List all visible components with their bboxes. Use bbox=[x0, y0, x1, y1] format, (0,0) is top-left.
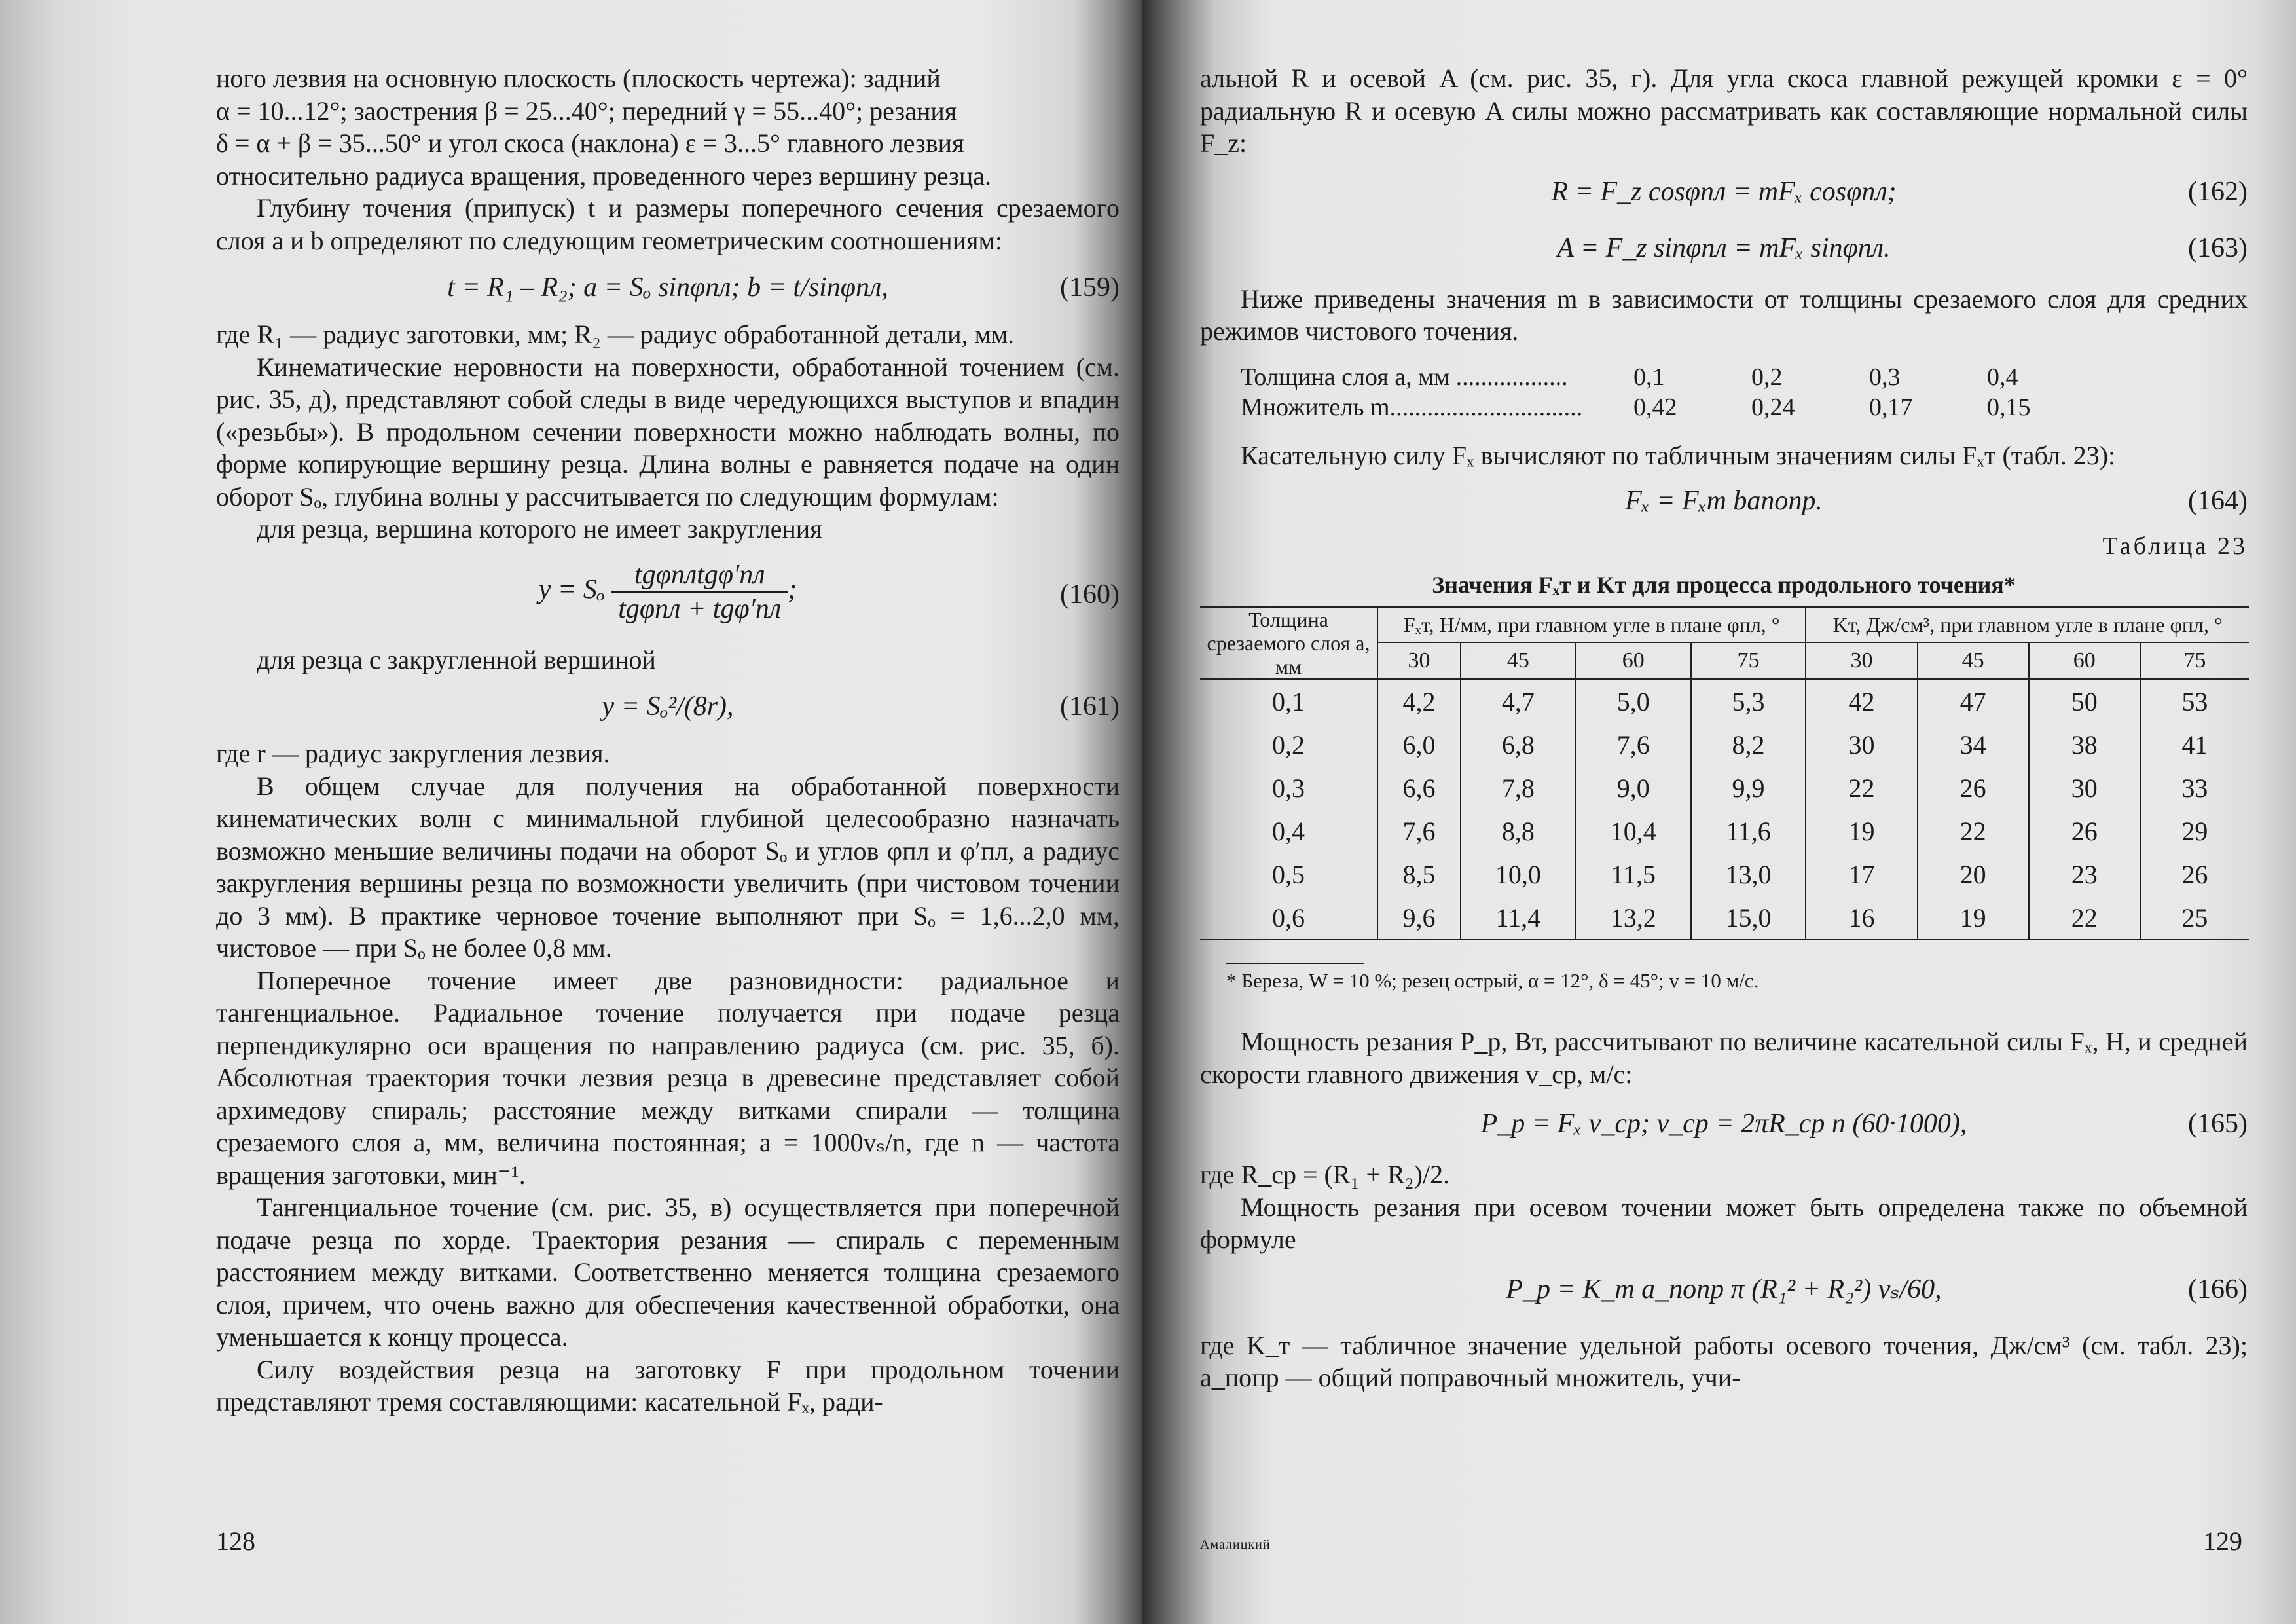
publisher-mark: Амалицкий bbox=[1200, 1538, 1271, 1552]
multiplier-label: Множитель m............................... bbox=[1241, 393, 1583, 421]
fxt-cell: 13,0 bbox=[1691, 853, 1806, 896]
fxt-cell: 11,4 bbox=[1461, 896, 1576, 940]
left-text-column bbox=[216, 62, 1120, 1418]
paragraph: Поперечное точение имеет две разновидности: радиальное и тангенциальное. Радиальное точение получается при подаче резца перпендикулярно оси вращения по направлению радиуса (см. рис. 35, б). Абсолютная траектория точки лезвия резца в древесине представляет собой архимедову спираль; расстояние между витками спирали — толщина срезаемого слоя a, мм, величина постоянная; a = 1000vₛ/n, где n — частота вращения заготовки, мин⁻¹. bbox=[216, 965, 1120, 1190]
paragraph: для резца, вершина которого не имеет закругления bbox=[257, 514, 822, 544]
formula-165 bbox=[1200, 1107, 2248, 1144]
multiplier-value: 0,15 bbox=[1987, 393, 2031, 421]
paragraph: Касательную силу Fₓ вычисляют по табличным значениям силы Fₓт (табл. 23): bbox=[1241, 440, 2116, 470]
thickness-row bbox=[1241, 362, 2248, 392]
angle-header: 30 bbox=[1806, 642, 1917, 679]
formula-number: (160) bbox=[1060, 579, 1120, 610]
formula-number: (162) bbox=[2188, 176, 2248, 207]
kt-cell: 22 bbox=[1806, 766, 1917, 809]
footnote-divider bbox=[1226, 963, 1364, 964]
paragraph: Мощность резания при осевом точении может быть определена также по объемной формуле bbox=[1200, 1192, 2248, 1254]
fxt-cell: 6,0 bbox=[1377, 723, 1461, 766]
fxt-cell: 8,2 bbox=[1691, 723, 1806, 766]
fxt-cell: 6,6 bbox=[1377, 766, 1461, 809]
formula-number: (166) bbox=[2188, 1274, 2248, 1304]
multiplier-value: 0,24 bbox=[1751, 393, 1795, 421]
paragraph: Мощность резания P_p, Вт, рассчитывают по величине касательной силы Fₓ, Н, и средней скорости главного движения v_ср, м/с: bbox=[1200, 1027, 2248, 1089]
table-tag: Таблица 23 bbox=[2102, 532, 2248, 560]
kt-cell: 42 bbox=[1806, 679, 1917, 723]
table-footnote: * Береза, W = 10 %; резец острый, α = 12°, δ = 45°; v = 10 м/с. bbox=[1226, 969, 1759, 992]
kt-cell: 19 bbox=[1806, 809, 1917, 853]
fxt-cell: 10,0 bbox=[1461, 853, 1576, 896]
page-number-right: 129 bbox=[2203, 1526, 2242, 1556]
paragraph: α = 10...12°; заострения β = 25...40°; передний γ = 55...40°; резания bbox=[216, 96, 957, 126]
formula-expression: A = F_z sinφпл = mFₓ sinφпл. bbox=[1557, 232, 1891, 263]
thickness-cell: 0,4 bbox=[1200, 809, 1377, 853]
formula-159 bbox=[216, 271, 1120, 304]
kt-cell: 26 bbox=[2029, 809, 2140, 853]
fraction-denominator: tgφпл + tgφ′пл bbox=[618, 593, 782, 624]
kt-cell: 17 bbox=[1806, 853, 1917, 896]
fxt-cell: 6,8 bbox=[1461, 723, 1576, 766]
angle-header: 75 bbox=[2140, 642, 2249, 679]
angle-header: 75 bbox=[1691, 642, 1806, 679]
formula-expression: Fₓ = Fₓт baпопр. bbox=[1625, 486, 1823, 516]
kt-cell: 38 bbox=[2029, 723, 2140, 766]
paragraph: δ = α + β = 35...50° и угол скоса (наклона) ε = 3...5° главного лезвия bbox=[216, 128, 964, 158]
formula-expression: R = F_z cosφпл = mFₓ cosφпл; bbox=[1551, 176, 1897, 207]
right-text-column bbox=[1200, 62, 2248, 1394]
table-row bbox=[1200, 809, 2249, 853]
kt-cell: 22 bbox=[1918, 809, 2029, 853]
angle-header: 45 bbox=[1918, 642, 2029, 679]
paragraph: где R_ср = (R₁ + R₂)/2. bbox=[1200, 1160, 1450, 1189]
table-row bbox=[1200, 853, 2249, 896]
kt-cell: 30 bbox=[2029, 766, 2140, 809]
right-page bbox=[1142, 0, 2296, 1624]
table-row bbox=[1200, 896, 2249, 940]
fxt-cell: 5,0 bbox=[1576, 679, 1691, 723]
multiplier-row bbox=[1241, 392, 2248, 422]
fxt-cell: 7,8 bbox=[1461, 766, 1576, 809]
fxt-cell: 11,6 bbox=[1691, 809, 1806, 853]
paragraph: альной R и осевой A (см. рис. 35, г). Для угла скоса главной режущей кромки ε = 0° радиальную R и осевую A силы можно рассматривать как составляющие нормальной силы F_z: bbox=[1200, 64, 2248, 158]
angle-header: 60 bbox=[1576, 642, 1691, 679]
table-row bbox=[1200, 723, 2249, 766]
formula-number: (163) bbox=[2188, 232, 2248, 263]
fxt-cell: 10,4 bbox=[1576, 809, 1691, 853]
paragraph: Глубину точения (припуск) t и размеры поперечного сечения срезаемого слоя a и b определяют по следующим геометрическим соотношениям: bbox=[216, 193, 1120, 255]
fxt-cell: 7,6 bbox=[1377, 809, 1461, 853]
paragraph: ного лезвия на основную плоскость (плоскость чертежа): задний bbox=[216, 64, 941, 93]
thickness-value: 0,4 bbox=[1987, 363, 2018, 391]
fxt-cell: 4,2 bbox=[1377, 679, 1461, 723]
table-title: Значения Fₓт и Kт для процесса продольного точения* bbox=[1432, 572, 2016, 598]
angle-header: 30 bbox=[1377, 642, 1461, 679]
fxt-cell: 4,7 bbox=[1461, 679, 1576, 723]
header-thickness: Толщина срезаемого слоя a, мм bbox=[1200, 607, 1377, 679]
thickness-cell: 0,2 bbox=[1200, 723, 1377, 766]
formula-162 bbox=[1200, 175, 2248, 208]
paragraph: В общем случае для получения на обработанной поверхности кинематических волн с минимальной глубиной целесообразно назначать возможно меньшие величины подачи на оборот Sₒ и углов φпл и φ′пл, а радиус закругления вершины резца по возможности увеличить (при чистовом точении до 3 мм). В практике черновое точение выполняют при Sₒ = 1,6...2,0 мм, чистовое — при Sₒ не более 0,8 мм. bbox=[216, 771, 1120, 963]
paragraph: относительно радиуса вращения, проведенного через вершину резца. bbox=[216, 160, 992, 191]
kt-cell: 23 bbox=[2029, 853, 2140, 896]
multiplier-value: 0,17 bbox=[1869, 393, 1913, 421]
multiplier-value: 0,42 bbox=[1633, 393, 1677, 421]
fxt-cell: 13,2 bbox=[1576, 896, 1691, 940]
paragraph: Кинематические неровности на поверхности, обработанной точением (см. рис. 35, д), представляют собой следы в виде чередующихся выступов и впадин («резьбы»). В продольном сечении поверхности можно наблюдать волны, по форме копирующие вершину резца. Длина волны e равняется подаче на один оборот Sₒ, глубина волны y рассчитывается по следующим формулам: bbox=[216, 352, 1120, 511]
paragraph: где R₁ — радиус заготовки, мм; R₂ — радиус обработанной детали, мм. bbox=[216, 320, 1015, 349]
kt-cell: 16 bbox=[1806, 896, 1917, 940]
thickness-cell: 0,5 bbox=[1200, 853, 1377, 896]
left-page bbox=[0, 0, 1142, 1624]
paragraph: где r — радиус закругления лезвия. bbox=[216, 739, 610, 768]
fxt-cell: 9,9 bbox=[1691, 766, 1806, 809]
kt-cell: 19 bbox=[1918, 896, 2029, 940]
thickness-value: 0,1 bbox=[1633, 363, 1665, 391]
kt-cell: 34 bbox=[1918, 723, 2029, 766]
thickness-cell: 0,3 bbox=[1200, 766, 1377, 809]
paragraph: Тангенциальное точение (см. рис. 35, в) осуществляется при поперечной подаче резца по хорде. Траектория резания — спираль с переменным расстоянием между витками. Соответственно меняется толщина срезаемого слоя, причем, что очень важно для обеспечения качественной обработки, она уменьшается к концу процесса. bbox=[216, 1192, 1120, 1352]
formula-number: (161) bbox=[1060, 692, 1120, 722]
kt-cell: 29 bbox=[2140, 809, 2249, 853]
paragraph: Ниже приведены значения m в зависимости от толщины срезаемого слоя для средних режимов чистового точения. bbox=[1200, 284, 2248, 346]
formula-number: (165) bbox=[2188, 1109, 2248, 1139]
formula-number: (164) bbox=[2188, 486, 2248, 516]
kt-cell: 22 bbox=[2029, 896, 2140, 940]
kt-cell: 47 bbox=[1918, 679, 2029, 723]
angle-header: 60 bbox=[2029, 642, 2140, 679]
fxt-cell: 5,3 bbox=[1691, 679, 1806, 723]
multiplier-values-list bbox=[1241, 362, 2248, 422]
kt-cell: 33 bbox=[2140, 766, 2249, 809]
kt-cell: 30 bbox=[1806, 723, 1917, 766]
formula-expression: P_p = K_т a_попр π (R₁² + R₂²) vₛ/60, bbox=[1506, 1274, 1942, 1304]
kt-cell: 20 bbox=[1918, 853, 2029, 896]
formula-expression: y = Sₒ²/(8r), bbox=[602, 692, 734, 722]
thickness-cell: 0,1 bbox=[1200, 679, 1377, 723]
thickness-value: 0,2 bbox=[1751, 363, 1783, 391]
table-body bbox=[1200, 679, 2249, 940]
fxt-cell: 9,6 bbox=[1377, 896, 1461, 940]
fxt-cell: 7,6 bbox=[1576, 723, 1691, 766]
formula-fraction bbox=[611, 559, 788, 625]
formula-166 bbox=[1200, 1273, 2248, 1312]
fxt-cell: 8,5 bbox=[1377, 853, 1461, 896]
paragraph: для резца с закругленной вершиной bbox=[257, 644, 656, 674]
page-number-left: 128 bbox=[216, 1526, 255, 1556]
formula-number: (159) bbox=[1060, 272, 1120, 303]
formula-160 bbox=[216, 559, 1120, 631]
thickness-cell: 0,6 bbox=[1200, 896, 1377, 940]
thickness-label: Толщина слоя a, мм .................. bbox=[1241, 363, 1568, 391]
table-row bbox=[1200, 766, 2249, 809]
kt-cell: 50 bbox=[2029, 679, 2140, 723]
paragraph: Силу воздействия резца на заготовку F при продольном точении представляют тремя составляющими: касательной Fₓ, ради- bbox=[216, 1354, 1120, 1416]
header-kt: Kт, Дж/см³, при главном угле в плане φпл, ° bbox=[1806, 607, 2249, 642]
formula-163 bbox=[1200, 232, 2248, 265]
data-table bbox=[1200, 606, 2249, 940]
formula-expression: P_p = Fₓ v_ср; v_ср = 2πR_ср n (60·1000), bbox=[1480, 1109, 1967, 1139]
kt-cell: 26 bbox=[2140, 853, 2249, 896]
kt-cell: 53 bbox=[2140, 679, 2249, 723]
paragraph: где K_т — табличное значение удельной работы осевого точения, Дж/см³ (см. табл. 23); a_попр — общий поправочный множитель, учи- bbox=[1200, 1330, 2248, 1392]
formula-expression: t = R₁ – R₂; a = Sₒ sinφпл; b = t/sinφпл, bbox=[447, 272, 888, 303]
kt-cell: 26 bbox=[1918, 766, 2029, 809]
formula-161 bbox=[216, 690, 1120, 723]
kt-cell: 25 bbox=[2140, 896, 2249, 940]
fxt-cell: 11,5 bbox=[1576, 853, 1691, 896]
formula-lhs: y = Sₒ bbox=[538, 574, 605, 605]
kt-cell: 41 bbox=[2140, 723, 2249, 766]
formula-tail: ; bbox=[788, 574, 797, 605]
header-fxt: Fₓт, Н/мм, при главном угле в плане φпл, ° bbox=[1377, 607, 1806, 642]
fraction-numerator: tgφплtgφ′пл bbox=[611, 559, 788, 593]
formula-164 bbox=[1200, 485, 2248, 517]
fxt-cell: 15,0 bbox=[1691, 896, 1806, 940]
fxt-cell: 9,0 bbox=[1576, 766, 1691, 809]
angle-header: 45 bbox=[1461, 642, 1576, 679]
thickness-value: 0,3 bbox=[1869, 363, 1901, 391]
fxt-cell: 8,8 bbox=[1461, 809, 1576, 853]
table-row bbox=[1200, 679, 2249, 723]
